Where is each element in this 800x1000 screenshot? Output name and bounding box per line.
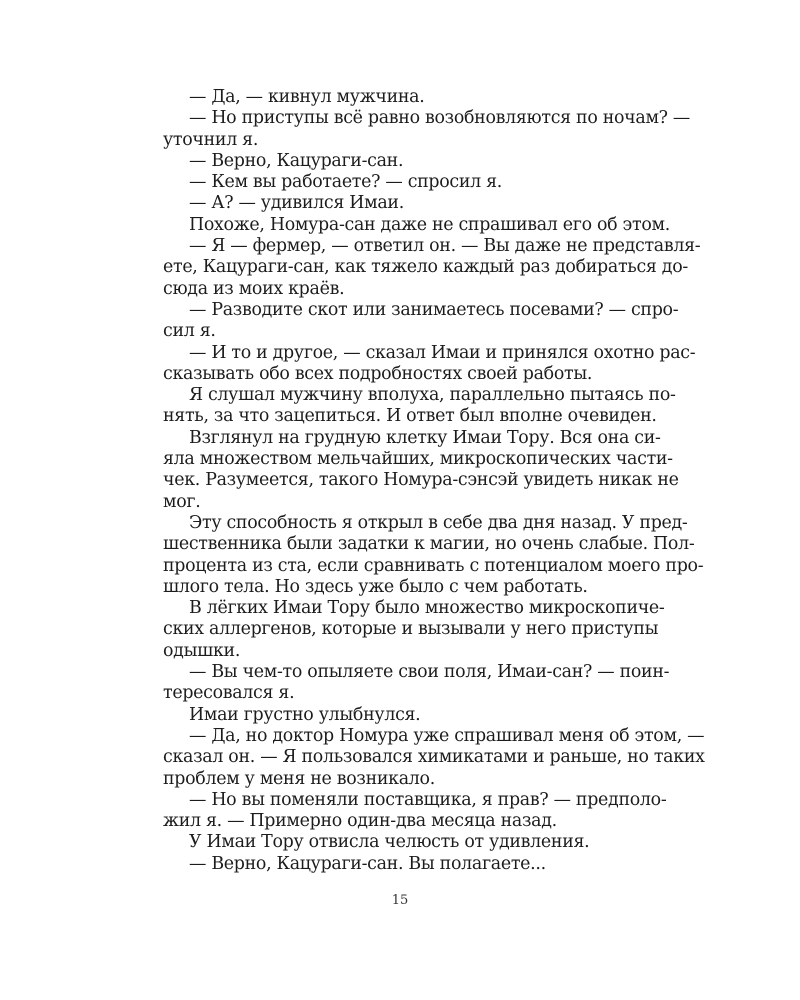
text-line: Я слушал мужчину вполуха, параллельно пытаясь по- — [189, 385, 676, 406]
text-line: — Верно, Кацураги-сан. Вы полагаете... — [189, 853, 546, 874]
text-line: нять, за что зацепиться. И ответ был вполне очевиден. — [163, 406, 657, 427]
text-line: В лёгких Имаи Тору было множество микроскопиче- — [189, 598, 665, 619]
text-line: — Верно, Кацураги-сан. — [189, 150, 404, 171]
text-line: мог. — [163, 491, 201, 512]
text-line: сюда из моих краёв. — [163, 278, 345, 299]
text-line: — И то и другое, — сказал Имаи и принялся охотно рас- — [189, 342, 696, 363]
text-line: — Кем вы работаете? — спросил я. — [189, 172, 503, 193]
text-line: шлого тела. Но здесь уже было с чем работать. — [163, 576, 588, 597]
text-line: сказывать обо всех подробностях своей работы. — [163, 363, 593, 384]
text-line: Имаи грустно улыбнулся. — [189, 704, 421, 725]
text-line: яла множеством мельчайших, микроскопических части- — [163, 449, 673, 470]
text-line: ских аллергенов, которые и вызывали у него приступы — [163, 619, 659, 640]
text-line: — Да, — кивнул мужчина. — [189, 87, 425, 107]
text-line: Похоже, Номура-сан даже не спрашивал его об этом. — [189, 214, 670, 235]
text-line: чек. Разумеется, такого Номура-сэнсэй увидеть никак не — [163, 470, 679, 491]
text-line: сказал он. — Я пользовался химикатами и раньше, но таких — [163, 747, 705, 768]
text-line: процента из ста, если сравнивать с потенциалом моего про- — [163, 555, 704, 576]
text-line: тересовался я. — [163, 683, 295, 704]
text-line: жил я. — Примерно один-два месяца назад. — [163, 811, 557, 832]
text-line: ете, Кацураги-сан, как тяжело каждый раз добираться до- — [163, 257, 688, 278]
page-number: 15 — [391, 893, 409, 908]
text-line: проблем у меня не возникало. — [163, 768, 435, 789]
text-line: — А? — удивился Имаи. — [189, 193, 404, 214]
text-line: уточнил я. — [163, 129, 259, 150]
text-line: — Но приступы всё равно возобновляются по ночам? — — [189, 108, 691, 129]
text-line: Взглянул на грудную клетку Имаи Тору. Вся она си- — [189, 427, 661, 448]
text-line: шественника были задатки к магии, но очень слабые. Пол- — [163, 534, 695, 555]
text-line: — Но вы поменяли поставщика, я прав? — предполо- — [189, 789, 667, 810]
text-line: — Разводите скот или занимаетесь посевами? — спро- — [189, 299, 679, 320]
text-line: — Да, но доктор Номура уже спрашивал меня об этом, — — [189, 725, 705, 746]
text-line: одышки. — [163, 640, 241, 661]
text-line: — Вы чем-то опыляете свои поля, Имаи-сан? — поин- — [189, 662, 670, 683]
text-line: У Имаи Тору отвисла челюсть от удивления. — [189, 832, 590, 853]
text-line: сил я. — [163, 321, 216, 342]
text-line: — Я — фермер, — ответил он. — Вы даже не представля- — [189, 236, 701, 257]
text-line: Эту способность я открыл в себе два дня назад. У пред- — [189, 512, 688, 533]
body-text — [163, 87, 705, 875]
